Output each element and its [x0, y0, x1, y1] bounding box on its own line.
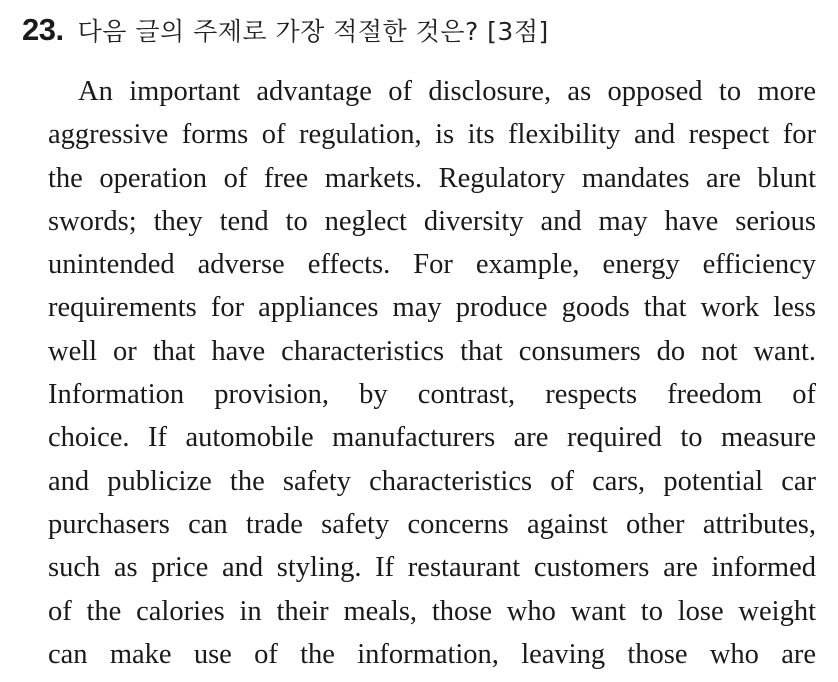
passage-line: and publicize the safety characteristics of cars, potential car	[48, 465, 816, 497]
passage-line: aggressive forms of regulation, is its flexibility and respect for	[48, 119, 816, 151]
passage-line: swords; they tend to neglect diversity and may have serious	[48, 205, 816, 237]
question-number: 23.	[22, 12, 64, 47]
passage-line: An important advantage of disclosure, as opposed to more	[78, 76, 816, 107]
passage-line: the operation of free markets. Regulatory mandates are blunt	[48, 162, 816, 194]
passage-line: can make use of the information, leaving those who are	[48, 638, 816, 670]
passage-line: Information provision, by contrast, respects freedom of	[48, 379, 816, 411]
passage	[48, 70, 816, 676]
question-prompt: 다음 글의 주제로 가장 적절한 것은? [3점]	[77, 17, 549, 46]
passage-line: unintended adverse effects. For example, energy efficiency	[48, 249, 816, 281]
passage-line: well or that have characteristics that consumers do not want.	[48, 335, 816, 367]
passage-line: requirements for appliances may produce goods that work less	[48, 292, 816, 324]
passage-line: such as price and styling. If restaurant customers are informed	[48, 552, 816, 584]
passage-line: purchasers can trade safety concerns against other attributes,	[48, 508, 816, 540]
question-header	[22, 12, 549, 52]
passage-line: of the calories in their meals, those who want to lose weight	[48, 595, 816, 627]
passage-line: choice. If automobile manufacturers are required to measure	[48, 422, 816, 454]
